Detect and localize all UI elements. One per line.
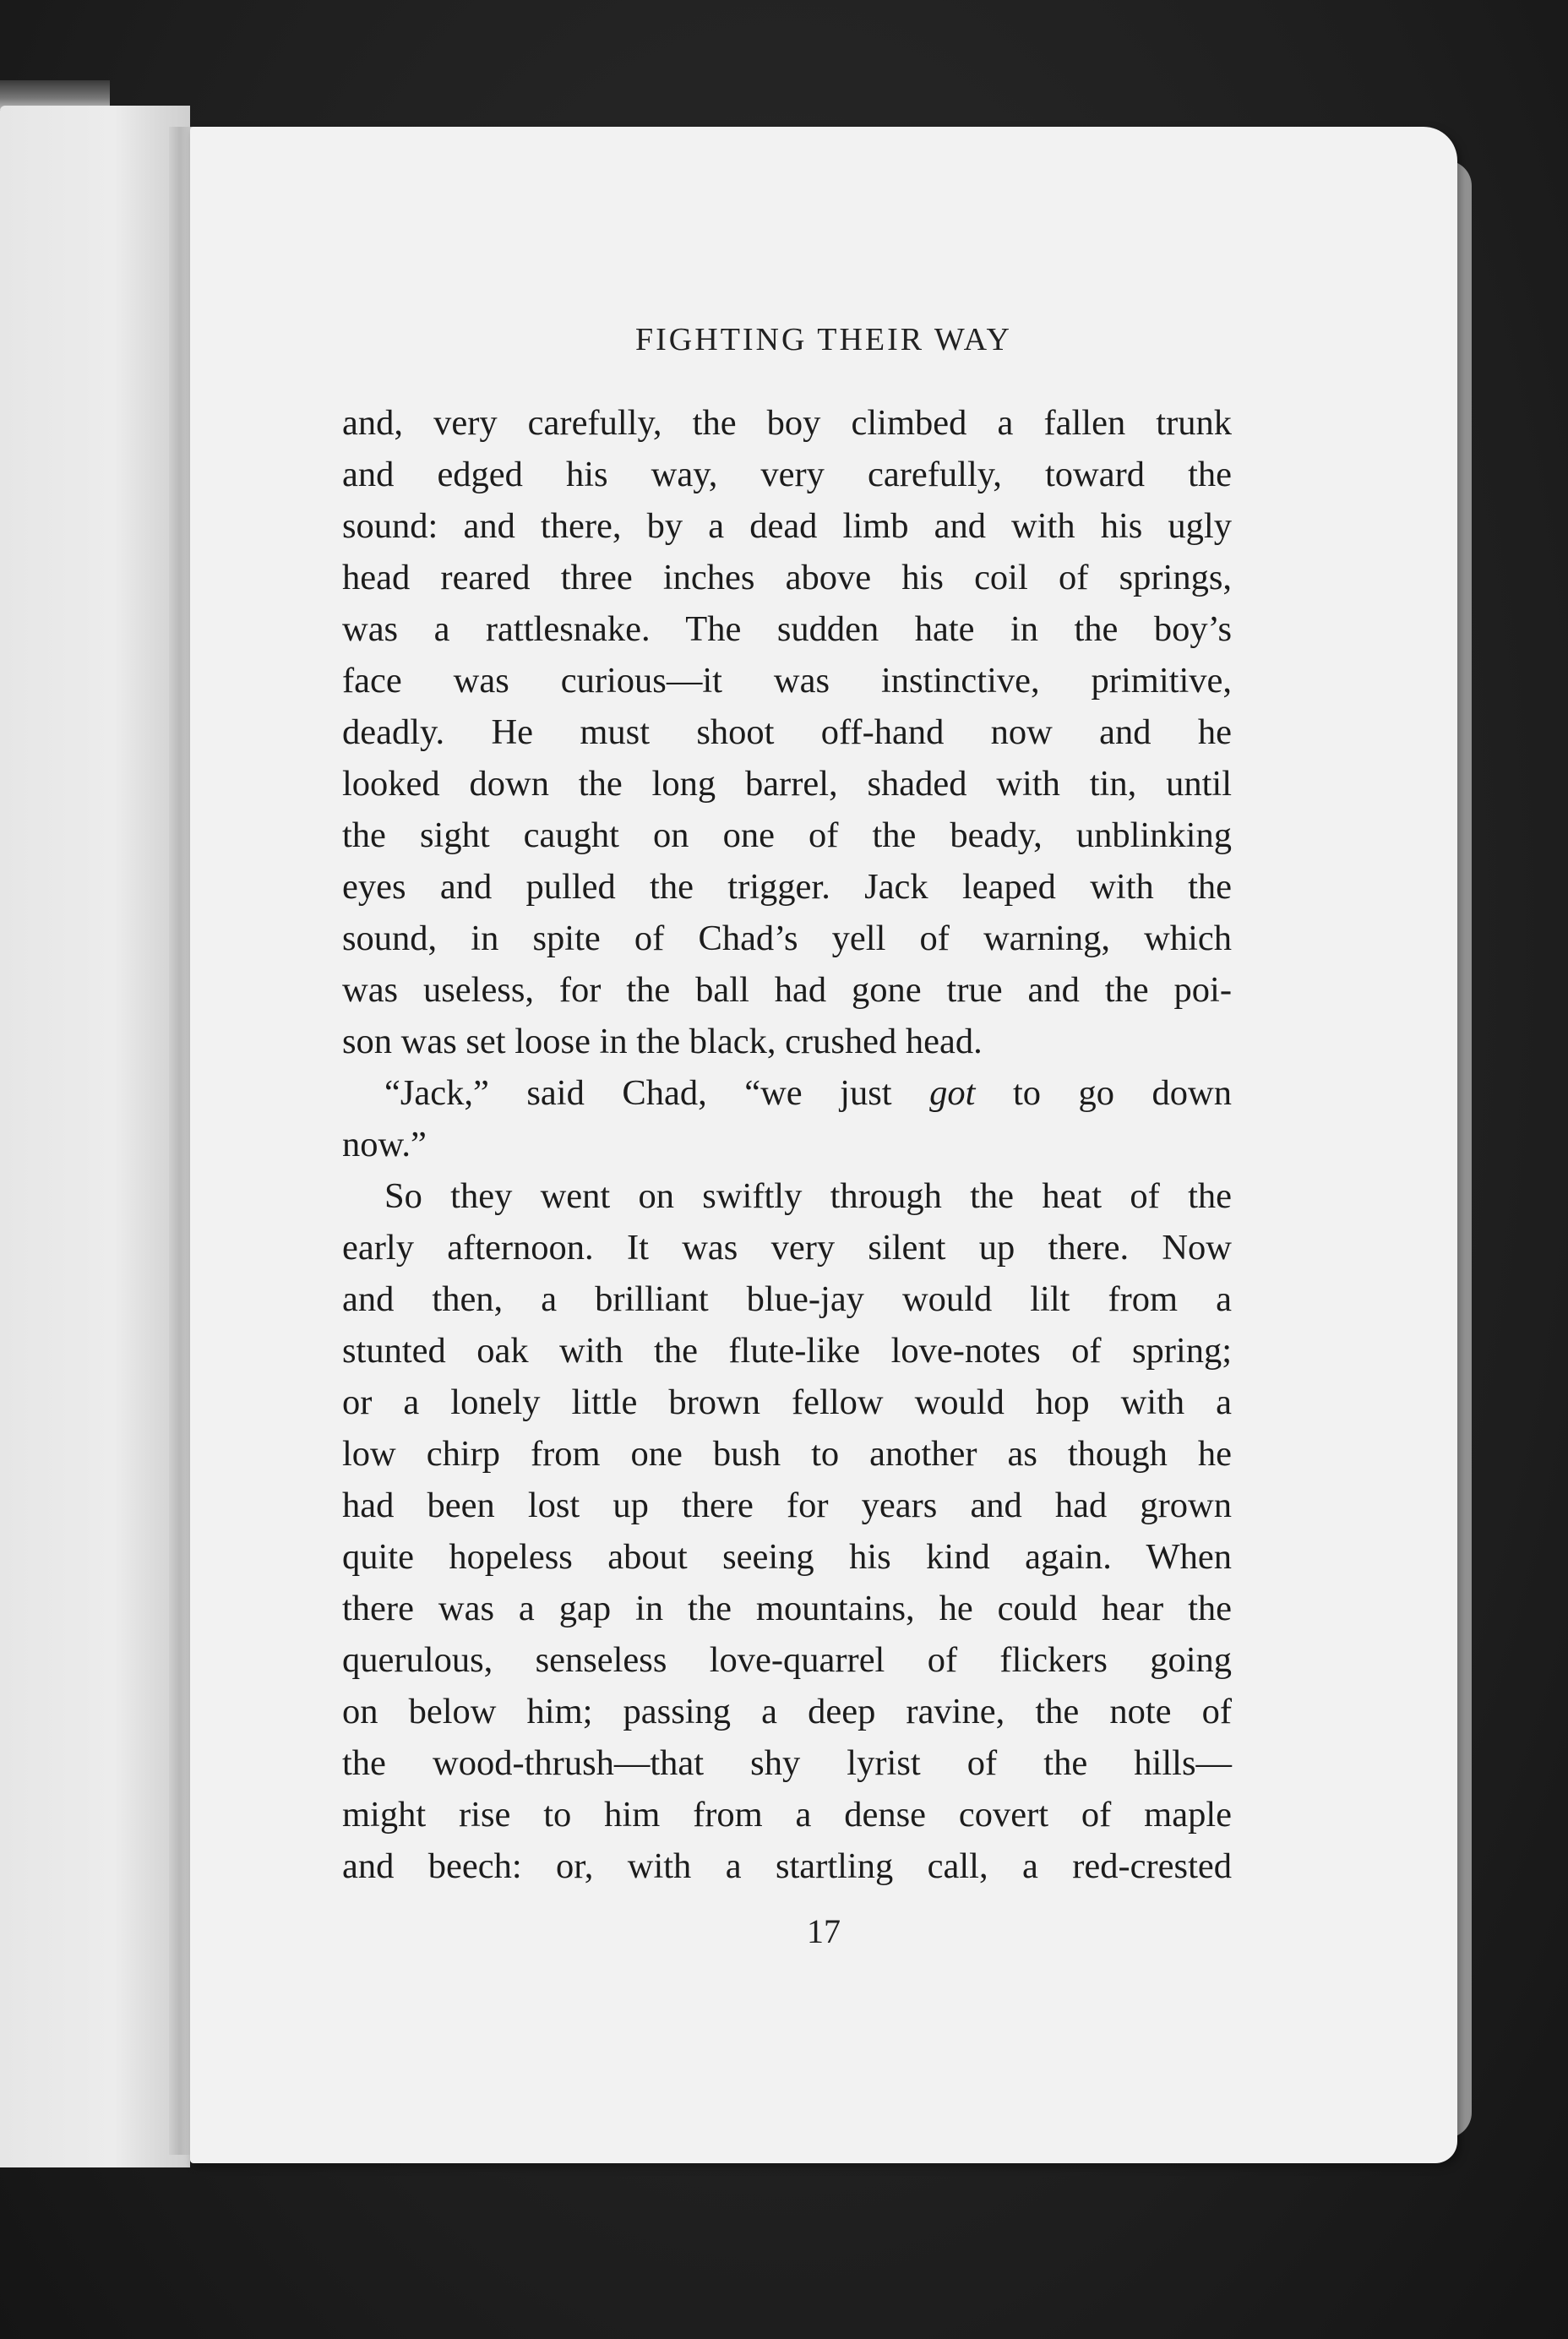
paragraph-1 [342, 397, 1232, 1067]
text-line: low chirp from one bush to another as though he [342, 1434, 1232, 1474]
text-line: now.” [342, 1125, 427, 1164]
text-line: quite hopeless about seeing his kind again. When [342, 1537, 1232, 1577]
text-line: on below him; passing a deep ravine, the note of [342, 1692, 1232, 1731]
text-line: and edged his way, very carefully, toward the [342, 455, 1232, 494]
text-line: stunted oak with the flute-like love-notes of spring; [342, 1331, 1232, 1371]
text-line: sound, in spite of Chad’s yell of warning, which [342, 919, 1232, 958]
text-line: sound: and there, by a dead limb and with his ugly [342, 506, 1232, 546]
body-text [342, 397, 1232, 1892]
text-line: or a lonely little brown fellow would hop with a [342, 1382, 1232, 1422]
paragraph-2 [342, 1067, 1232, 1170]
paragraph-3 [342, 1170, 1232, 1892]
text-line: deadly. He must shoot off-hand now and he [342, 712, 1232, 752]
text-segment: to go down [975, 1073, 1232, 1113]
page-number: 17 [807, 1912, 841, 1950]
text-line: had been lost up there for years and had grown [342, 1486, 1232, 1525]
text-line: the sight caught on one of the beady, unblinking [342, 815, 1232, 855]
text-segment: “Jack,” said Chad, “we just [384, 1073, 930, 1113]
text-line: the wood-thrush—that shy lyrist of the hills— [342, 1743, 1232, 1783]
text-line: looked down the long barrel, shaded with tin, until [342, 764, 1232, 804]
text-line: face was curious—it was instinctive, primitive, [342, 661, 1232, 701]
text-line: querulous, senseless love-quarrel of flickers going [342, 1640, 1232, 1680]
text-line: was a rattlesnake. The sudden hate in the boy’s [342, 609, 1232, 649]
text-line: was useless, for the ball had gone true and the poi- [342, 970, 1232, 1010]
text-line: So they went on swiftly through the heat of the [384, 1176, 1232, 1216]
running-head: FIGHTING THEIR WAY [635, 322, 1012, 357]
text-line: there was a gap in the mountains, he could hear the [342, 1589, 1232, 1628]
text-line: and, very carefully, the boy climbed a fallen trunk [342, 403, 1232, 443]
text-line: son was set loose in the black, crushed head. [342, 1022, 983, 1061]
italic-word: got [929, 1073, 976, 1113]
text-line: early afternoon. It was very silent up there. Now [342, 1228, 1232, 1268]
text-line: and then, a brilliant blue-jay would lilt from a [342, 1279, 1232, 1319]
left-page [0, 106, 190, 2167]
book-page [190, 127, 1457, 2163]
text-line: eyes and pulled the trigger. Jack leaped with the [342, 867, 1232, 907]
text-line: and beech: or, with a startling call, a red-crested [342, 1846, 1232, 1886]
text-line: head reared three inches above his coil of springs, [342, 558, 1232, 597]
text-line [342, 1067, 1232, 1119]
text-line: might rise to him from a dense covert of maple [342, 1795, 1232, 1835]
